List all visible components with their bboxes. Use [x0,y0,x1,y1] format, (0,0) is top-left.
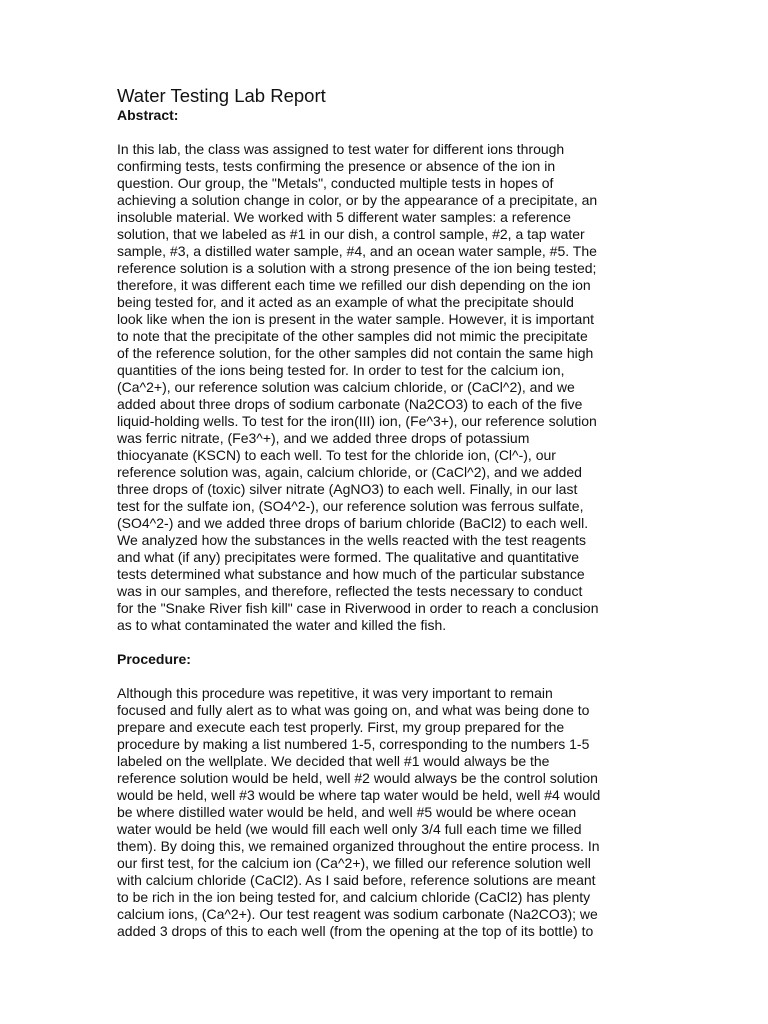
text-line: water would be held (we would fill each well only 3/4 full each time we filled [117,821,582,837]
text-line: added about three drops of sodium carbonate (Na2CO3) to each of the five [117,396,583,412]
text-line: to note that the precipitate of the other samples did not mimic the precipitate [117,328,588,344]
spacer [117,668,652,685]
text-line: liquid-holding wells. To test for the iron(III) ion, (Fe^3+), our reference solution [117,413,597,429]
text-line: (SO4^2-) and we added three drops of barium chloride (BaCl2) to each well. [117,515,589,531]
text-line: be where distilled water would be held, and well #5 would be where ocean [117,804,577,820]
abstract-heading: Abstract: [117,107,179,123]
text-line: quantities of the ions being tested for. In order to test for the calcium ion, [117,362,565,378]
text-line: tests determined what substance and how much of the particular substance [117,566,585,582]
text-line: (Ca^2+), our reference solution was calcium chloride, or (CaCl^2), and we [117,379,575,395]
procedure-heading: Procedure: [117,651,191,667]
text-line: solution, that we labeled as #1 in our dish, a control sample, #2, a tap water [117,226,585,242]
text-line: and what (if any) precipitates were formed. The qualitative and quantitative [117,549,579,565]
text-line: being tested for, and it acted as an example of what the precipitate should [117,294,574,310]
document-page [117,85,652,940]
text-line: achieving a solution change in color, or by the appearance of a precipitate, an [117,192,598,208]
text-line: test for the sulfate ion, (SO4^2-), our reference solution was ferrous sulfate, [117,498,584,514]
text-line: therefore, it was different each time we refilled our dish depending on the ion [117,277,591,293]
text-line: labeled on the wellplate. We decided that well #1 would always be the [117,753,550,769]
spacer [117,124,652,141]
text-line: of the reference solution, for the other samples did not contain the same high [117,345,594,361]
text-line: focused and fully alert as to what was going on, and what was being done to [117,702,590,718]
text-line: added 3 drops of this to each well (from the opening at the top of its bottle) to [117,923,594,939]
text-line: sample, #3, a distilled water sample, #4, and an ocean water sample, #5. The [117,243,597,259]
text-line: We analyzed how the substances in the wells reacted with the test reagents [117,532,587,548]
text-line: Although this procedure was repetitive, it was very important to remain [117,685,553,701]
text-line: would be held, well #3 would be where tap water would be held, well #4 would [117,787,601,803]
text-line: with calcium chloride (CaCl2). As I said before, reference solutions are meant [117,872,596,888]
text-line: confirming tests, tests confirming the presence or absence of the ion in [117,158,556,174]
text-line: to be rich in the ion being tested for, and calcium chloride (CaCl2) has plenty [117,889,591,905]
text-line: thiocyanate (KSCN) to each well. To test for the chloride ion, (Cl^-), our [117,447,556,463]
text-line: was ferric nitrate, (Fe3^+), and we added three drops of potassium [117,430,530,446]
document-title: Water Testing Lab Report [117,85,326,106]
text-line: was in our samples, and therefore, reflected the tests necessary to conduct [117,583,583,599]
text-line: look like when the ion is present in the water sample. However, it is important [117,311,595,327]
text-line: for the "Snake River fish kill" case in Riverwood in order to reach a conclusion [117,600,599,616]
text-line: reference solution is a solution with a strong presence of the ion being tested; [117,260,597,276]
spacer [117,634,652,651]
text-line: In this lab, the class was assigned to test water for different ions through [117,141,565,157]
abstract-paragraph [117,141,652,634]
text-line: insoluble material. We worked with 5 different water samples: a reference [117,209,571,225]
text-line: our first test, for the calcium ion (Ca^2+), we filled our reference solution well [117,855,591,871]
text-line: them). By doing this, we remained organized throughout the entire process. In [117,838,600,854]
procedure-paragraph [117,685,652,940]
text-line: reference solution would be held, well #2 would always be the control solution [117,770,598,786]
text-line: three drops of (toxic) silver nitrate (AgNO3) to each well. Finally, in our last [117,481,578,497]
text-line: reference solution was, again, calcium chloride, or (CaCl^2), and we added [117,464,582,480]
text-line: as to what contaminated the water and killed the fish. [117,617,447,633]
text-line: prepare and execute each test properly. First, my group prepared for the [117,719,565,735]
text-line: procedure by making a list numbered 1-5, corresponding to the numbers 1-5 [117,736,590,752]
text-line: question. Our group, the "Metals", conducted multiple tests in hopes of [117,175,554,191]
text-line: calcium ions, (Ca^2+). Our test reagent was sodium carbonate (Na2CO3); we [117,906,598,922]
